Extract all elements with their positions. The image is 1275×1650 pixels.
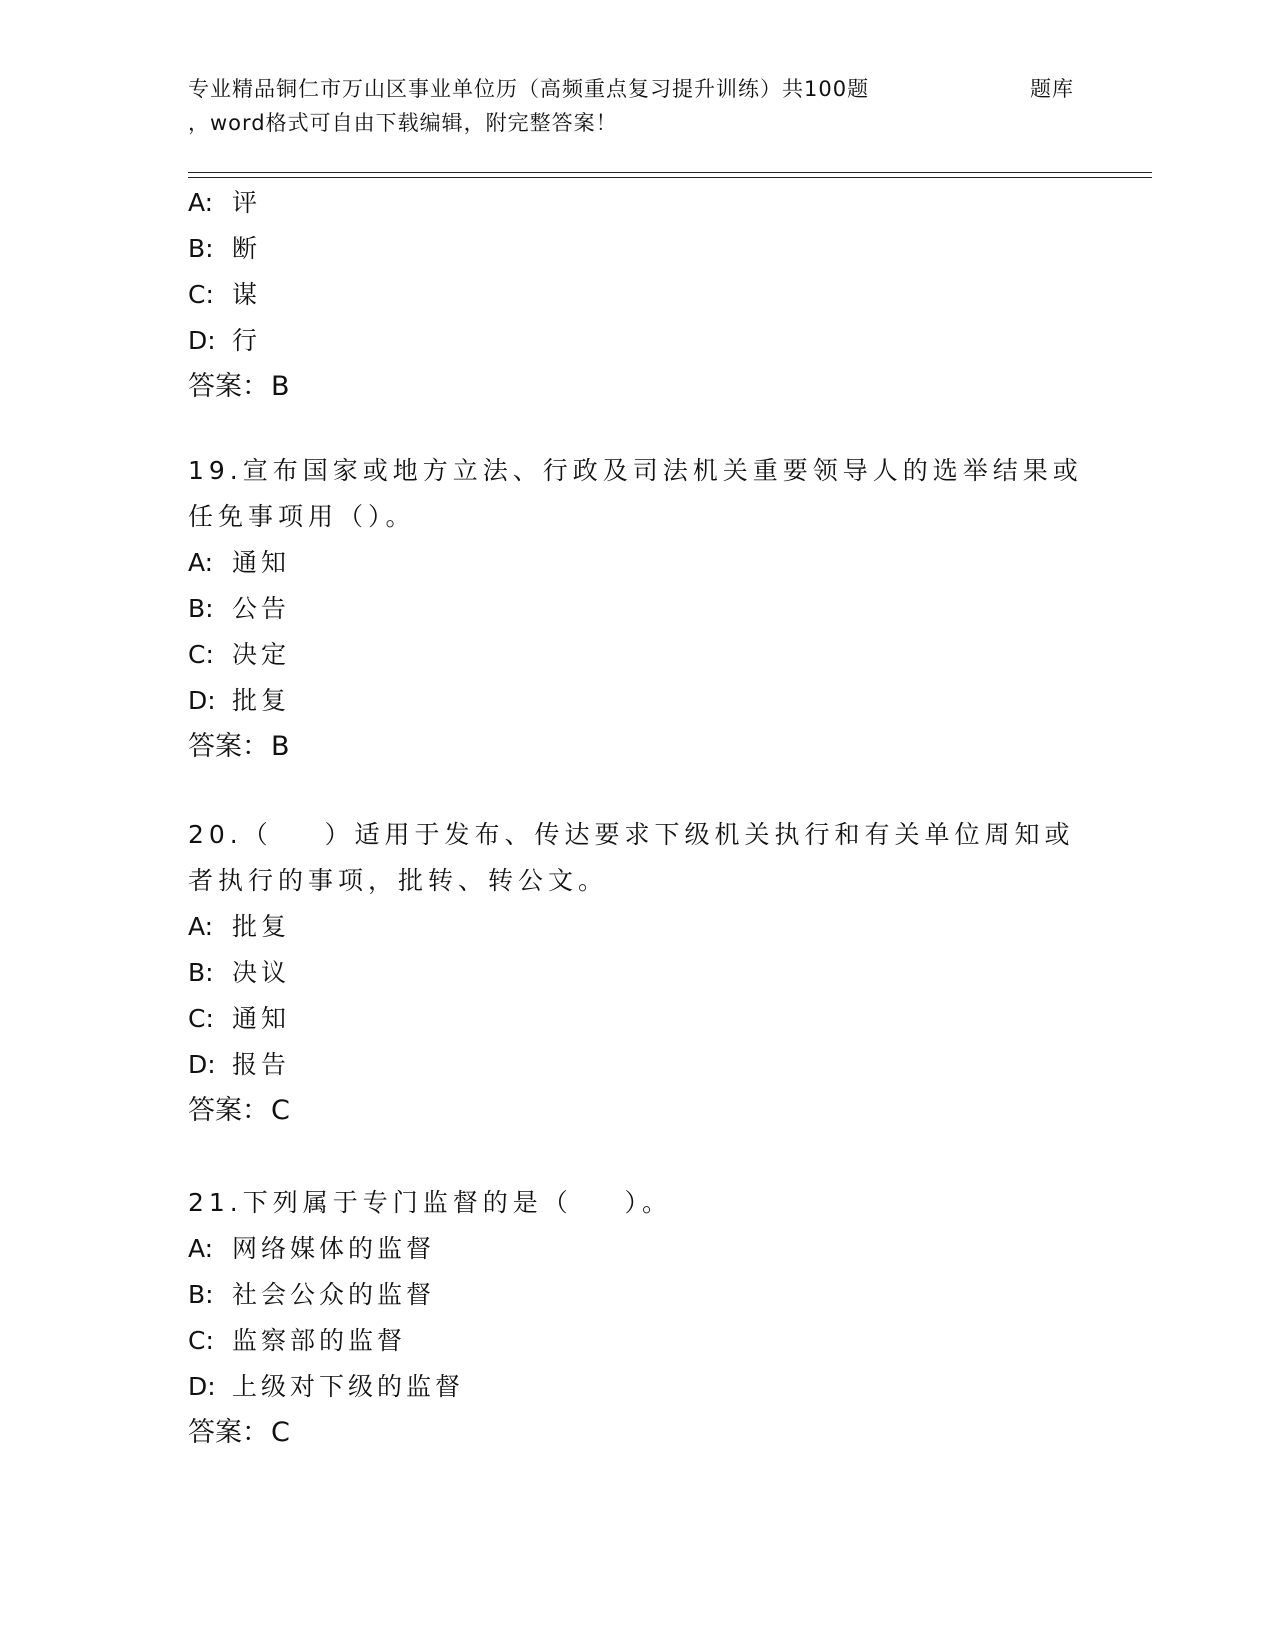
- option-a: A: 通知: [188, 548, 291, 577]
- option-b: B: 公告: [188, 594, 291, 623]
- question-21: [188, 1180, 1088, 1456]
- question-19: [188, 448, 1088, 770]
- option-d: D: 报告: [188, 1050, 291, 1079]
- option-c: C: 监察部的监督: [188, 1326, 407, 1355]
- option-c: C: 通知: [188, 1004, 291, 1033]
- header-tag: 题库: [1030, 77, 1074, 101]
- header-line-2: ，word格式可自由下载编辑，附完整答案！: [188, 111, 618, 135]
- option-c: C: 决定: [188, 640, 291, 669]
- option-b: B: 决议: [188, 958, 291, 987]
- answer: 答案：C: [188, 1095, 290, 1126]
- header-rule-bottom: [188, 177, 1152, 178]
- question-20: [188, 812, 1088, 1134]
- option-c: C: 谋: [188, 280, 262, 309]
- question-18: [188, 180, 1088, 410]
- option-a: A: 评: [188, 188, 262, 217]
- question-text: 21.下列属于专门监督的是（ ）。: [188, 1188, 673, 1217]
- option-b: B: 断: [188, 234, 262, 263]
- question-text: 19.宣布国家或地方立法、行政及司法机关重要领导人的选举结果或任免事项用（）。: [188, 456, 1083, 531]
- option-d: D: 上级对下级的监督: [188, 1372, 465, 1401]
- header-rule-top: [188, 172, 1152, 173]
- option-d: D: 批复: [188, 686, 291, 715]
- question-text: 20.（ ）适用于发布、传达要求下级机关执行和有关单位周知或者执行的事项，批转、转公文。: [188, 820, 1075, 895]
- option-a: A: 批复: [188, 912, 291, 941]
- option-a: A: 网络媒体的监督: [188, 1234, 436, 1263]
- header-title: 专业精品铜仁市万山区事业单位历（高频重点复习提升训练）共100题: [188, 77, 870, 101]
- document-header: [188, 72, 1148, 140]
- answer: 答案：B: [188, 731, 290, 762]
- header-line-1: [188, 72, 1148, 106]
- option-b: B: 社会公众的监督: [188, 1280, 436, 1309]
- option-d: D: 行: [188, 326, 262, 355]
- answer: 答案：B: [188, 371, 290, 402]
- answer: 答案：C: [188, 1417, 290, 1448]
